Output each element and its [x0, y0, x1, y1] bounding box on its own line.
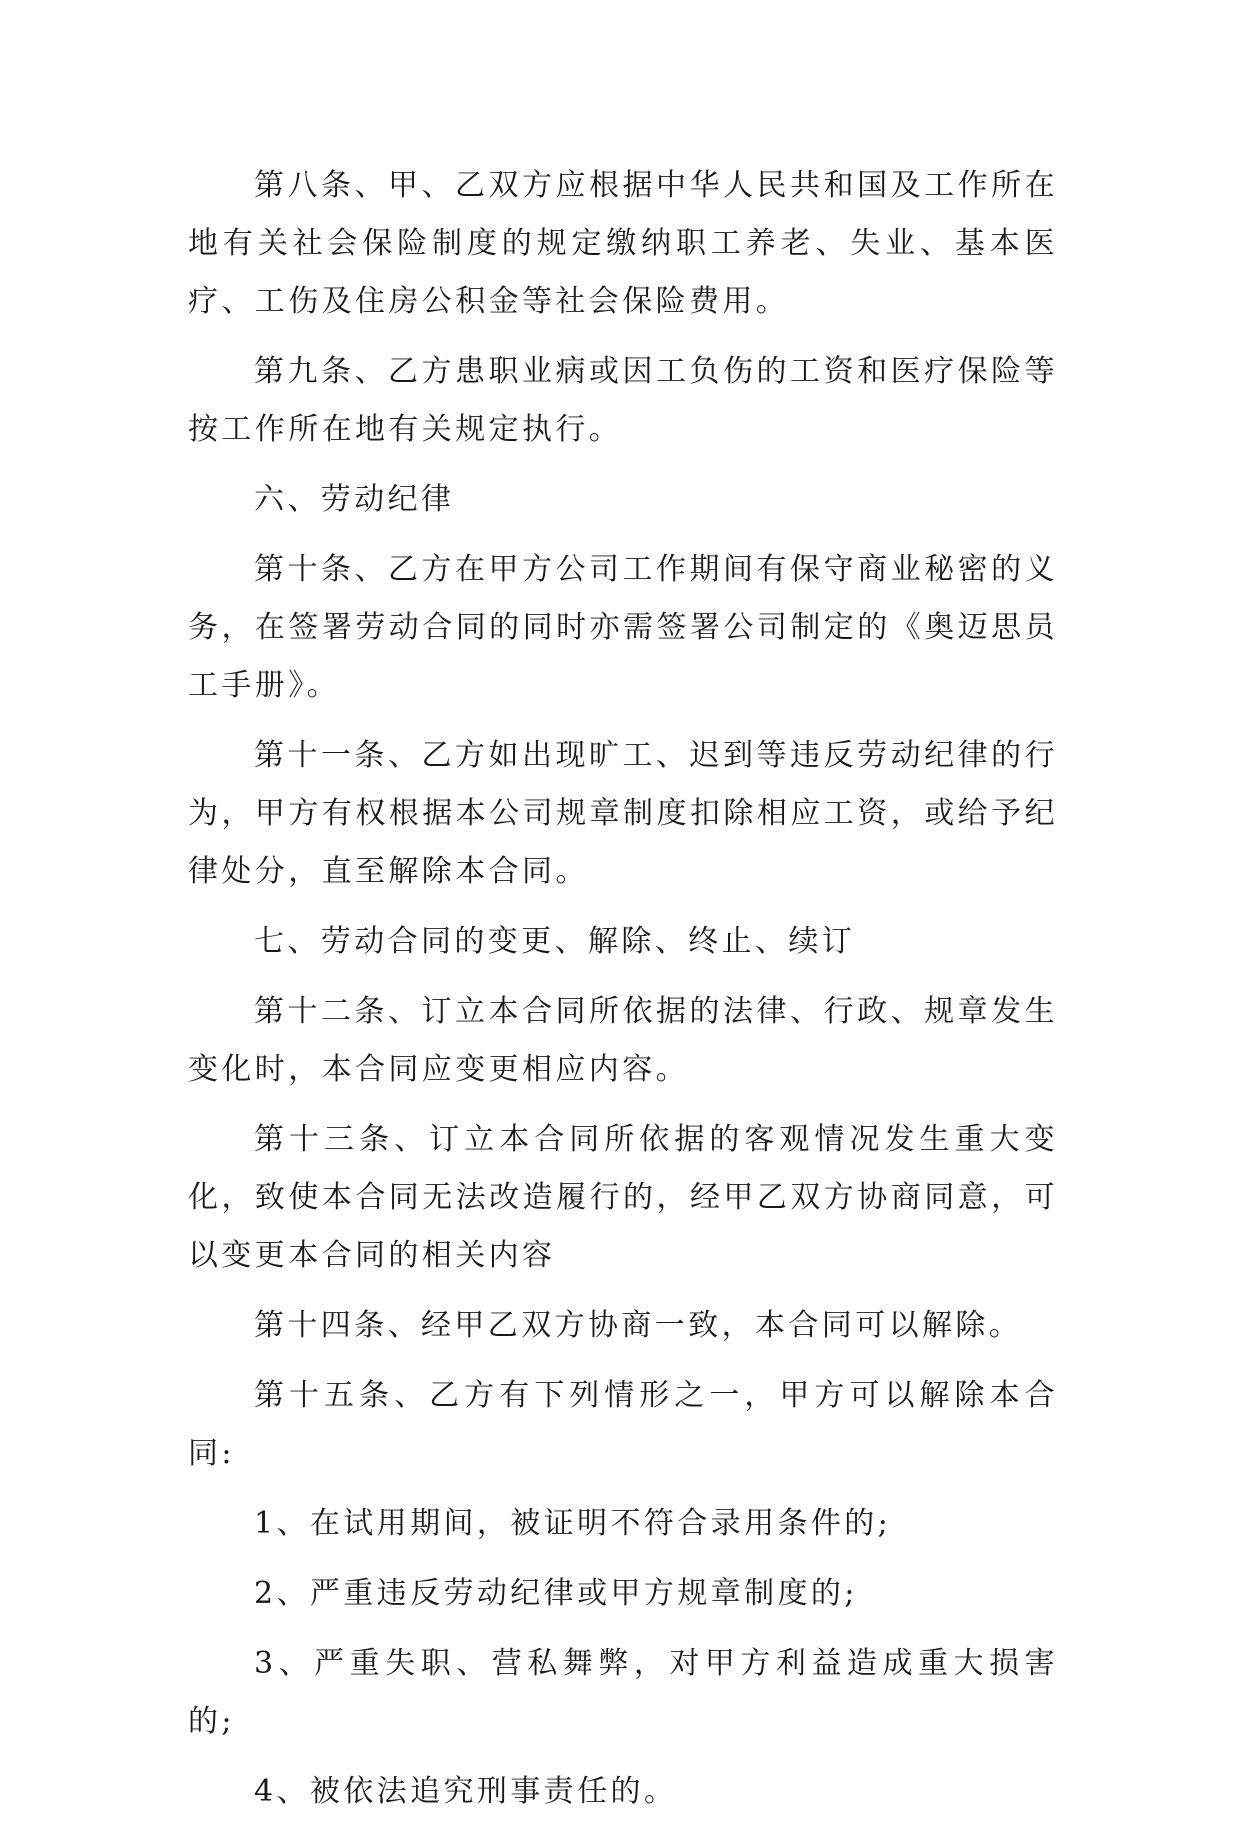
list-item: 1、在试用期间，被证明不符合录用条件的; — [254, 1506, 892, 1541]
document-body — [188, 157, 1058, 1833]
section-7-heading: 七、劳动合同的变更、解除、终止、续订 — [254, 924, 856, 959]
article-14-paragraph: 第十四条、经甲乙双方协商一致，本合同可以解除。 — [254, 1308, 1023, 1343]
article-10-paragraph: 第十条、乙方在甲方公司工作期间有保守商业秘密的义务，在签署劳动合同的同时亦需签署公司制定的《奥迈思员工手册》。 — [188, 552, 1058, 703]
article-11-paragraph: 第十一条、乙方如出现旷工、迟到等违反劳动纪律的行为，甲方有权根据本公司规章制度扣除相应工资，或给予纪律处分，直至解除本合同。 — [188, 738, 1058, 889]
article-12-paragraph: 第十二条、订立本合同所依据的法律、行政、规章发生变化时，本合同应变更相应内容。 — [188, 994, 1058, 1087]
list-item: 3、严重失职、营私舞弊，对甲方利益造成重大损害的; — [188, 1646, 1058, 1739]
list-item: 2、严重违反劳动纪律或甲方规章制度的; — [254, 1576, 858, 1611]
article-9-paragraph: 第九条、乙方患职业病或因工负伤的工资和医疗保险等按工作所在地有关规定执行。 — [188, 354, 1058, 447]
list-item: 4、被依法追究刑事责任的。 — [254, 1774, 678, 1809]
article-8-paragraph: 第八条、甲、乙双方应根据中华人民共和国及工作所在地有关社会保险制度的规定缴纳职工养老、失业、基本医疗、工伤及住房公积金等社会保险费用。 — [188, 168, 1058, 319]
article-13-paragraph: 第十三条、订立本合同所依据的客观情况发生重大变化，致使本合同无法改造履行的，经甲乙双方协商同意，可以变更本合同的相关内容 — [188, 1122, 1058, 1273]
section-6-heading: 六、劳动纪律 — [254, 482, 455, 517]
article-15-paragraph: 第十五条、乙方有下列情形之一，甲方可以解除本合同: — [188, 1378, 1058, 1471]
